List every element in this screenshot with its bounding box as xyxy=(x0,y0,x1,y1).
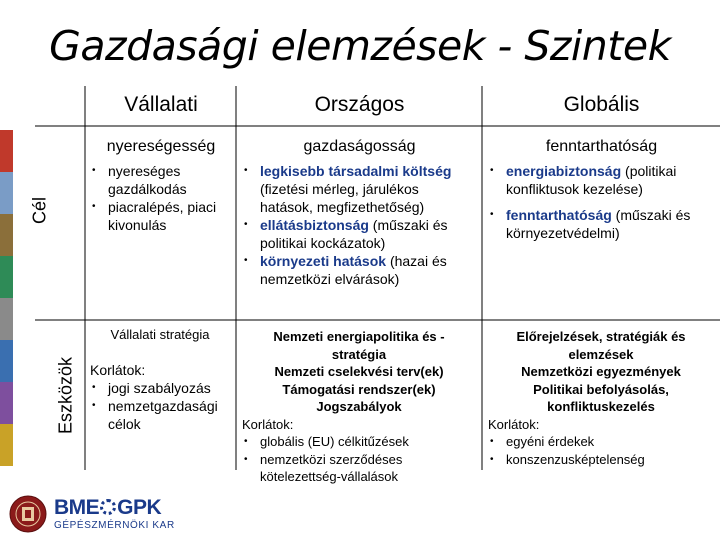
highlight-text: fenntarthatóság xyxy=(506,207,612,223)
list-item-text: (műszaki és politikai kockázatok) xyxy=(260,217,448,251)
subhead-orszagos: gazdaságosság xyxy=(303,138,416,155)
row-label-eszkozok: Eszközök xyxy=(55,356,76,435)
list-item: • jogi szabályozás xyxy=(86,379,234,397)
policy-line: Politikai befolyásolás, konfliktuskezelés xyxy=(533,381,669,414)
constraints-label: Korlátok: xyxy=(488,416,540,432)
list-item xyxy=(238,252,474,288)
column-header-vallalati: Vállalati xyxy=(124,93,198,116)
highlight-text: környezeti hatások xyxy=(260,253,387,269)
list-item: • nyereséges gazdálkodás xyxy=(86,162,234,198)
policy-line: Előrejelzések, stratégiák és elemzések xyxy=(516,329,686,362)
column-header-orszagos: Országos xyxy=(314,93,405,116)
strategy-heading: Vállalati stratégia xyxy=(110,327,210,342)
eszkozok-globalis xyxy=(484,328,718,468)
constraints-label: Korlátok: xyxy=(90,361,146,378)
highlight-text: energiabiztonság xyxy=(506,163,622,179)
logo-bme-text: BME xyxy=(54,496,100,519)
policy-line: Támogatási rendszer(ek) xyxy=(282,381,436,397)
eszkozok-orszagos xyxy=(238,328,480,486)
policy-line: Nemzetközi egyezmények xyxy=(521,364,681,379)
list-item: • piacralépés, piaci kivonulás xyxy=(86,198,234,234)
subhead-vallalati: nyereségesség xyxy=(106,138,216,155)
list-item-text: (hazai és nemzetközi elvárások) xyxy=(260,253,447,287)
university-seal-icon xyxy=(8,494,48,534)
list-item: • konszenzusképtelenség xyxy=(484,451,718,469)
policy-line: Jogszabályok xyxy=(316,399,402,414)
subhead-globalis: fenntarthatóság xyxy=(545,138,658,155)
list-item xyxy=(238,162,474,216)
list-item: • nemzetközi szerződéses kötelezettség-vállalások xyxy=(238,451,480,486)
cel-globalis xyxy=(484,162,716,242)
gear-icon xyxy=(100,499,116,515)
constraints-label: Korlátok: xyxy=(242,416,294,432)
list-item: • nemzetgazdasági célok xyxy=(86,397,234,433)
cel-orszagos xyxy=(238,162,474,288)
policy-line: Nemzeti cselekvési terv(ek) xyxy=(274,364,444,379)
list-item-text: (fizetési mérleg, járulékos hatások, megfizethetőség) xyxy=(260,181,425,215)
list-item xyxy=(484,162,716,198)
list-item-text: (politikai konfliktusok kezelése) xyxy=(506,163,677,197)
bme-gpk-logo xyxy=(8,494,248,536)
logo-gpk-text: GPK xyxy=(117,496,162,519)
cel-vallalati xyxy=(86,162,234,234)
logo-subtitle: GÉPÉSZMÉRNÖKI KAR xyxy=(54,520,175,531)
list-item-text: (műszaki és környezetvédelmi) xyxy=(506,207,691,241)
eszkozok-vallalati xyxy=(86,326,234,433)
row-label-cel: Cél xyxy=(29,197,50,225)
list-item xyxy=(238,216,474,252)
list-item: • egyéni érdekek xyxy=(484,433,718,451)
highlight-text: legkisebb társadalmi költség xyxy=(260,163,452,179)
column-header-globalis: Globális xyxy=(563,93,640,116)
list-item: • globális (EU) célkitűzések xyxy=(238,433,480,451)
policy-line: Nemzeti energiapolitika és -stratégia xyxy=(273,329,445,362)
highlight-text: ellátásbiztonság xyxy=(260,217,369,233)
list-item xyxy=(484,206,716,242)
page-title: Gazdasági elemzések - Szintek xyxy=(49,22,671,70)
